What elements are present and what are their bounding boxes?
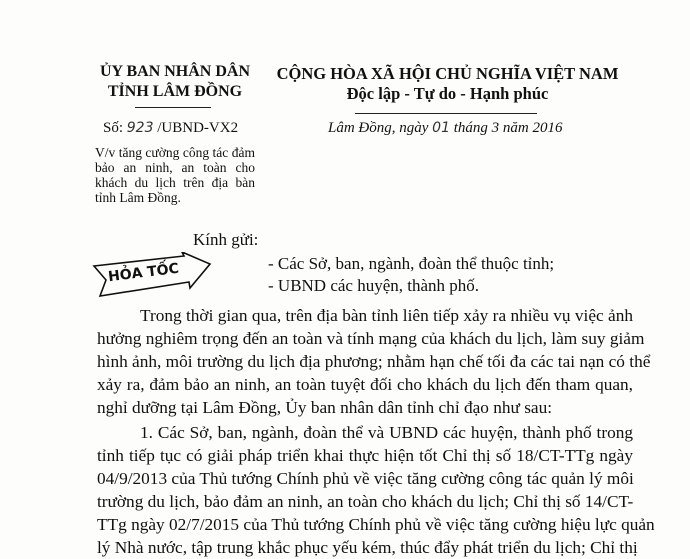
- motto-underline: [355, 113, 537, 114]
- date-prefix: Lâm Đồng, ngày: [328, 120, 429, 136]
- handwritten-day: 01: [432, 120, 450, 136]
- body-line: 04/9/2013 của Thủ tướng Chính phủ về việc tăng cường công tác quản lý môi: [97, 469, 634, 488]
- country-name: CỘNG HÒA XÃ HỘI CHỦ NGHĨA VIỆT NAM: [276, 64, 619, 83]
- body-line: hình ảnh, môi trường du lịch địa phương; nhằm hạn chế tối đa các tai nạn có thể: [97, 352, 651, 371]
- body-line: Trong thời gian qua, trên địa bàn tỉnh liên tiếp xảy ra nhiều vụ việc ảnh: [140, 306, 633, 325]
- issuer-province: TỈNH LÂM ĐỒNG: [107, 83, 243, 100]
- body-line: trường du lịch, bảo đảm an ninh, an toàn cho khách du lịch; Chỉ thị số 14/CT-: [97, 492, 634, 511]
- body-line: 1. Các Sở, ban, ngành, đoàn thể và UBND các huyện, thành phố trong: [140, 423, 633, 442]
- document-number: [103, 118, 238, 138]
- stamp-text: HỎA TỐC: [107, 260, 180, 286]
- body-line: xảy ra, đảm bảo an ninh, an toàn tuyệt đối cho khách du lịch đến tham quan,: [97, 375, 633, 394]
- recipients-label: Kính gửi:: [193, 230, 259, 249]
- recipient-item: - UBND các huyện, thành phố.: [268, 276, 480, 295]
- handwritten-number: 923: [126, 120, 154, 136]
- body-line: lý Nhà nước, tập trung khắc phục yếu kém, thúc đẩy phát triển du lịch; Chỉ thị: [97, 538, 638, 557]
- subject-line: V/v tăng cường công tác đảm bảo an ninh, an toàn cho khách du lịch trên địa bàn tỉnh Lâm Đồng.: [95, 145, 255, 205]
- recipient-item: - Các Sở, ban, ngành, đoàn thể thuộc tỉnh;: [268, 254, 555, 273]
- issue-date: [328, 118, 563, 138]
- body-line: tỉnh tiếp tục có giải pháp triển khai thực hiện tốt Chỉ thị số 18/CT-TTg ngày: [97, 446, 633, 465]
- urgent-stamp: [92, 252, 212, 298]
- body-line: hưởng nghiêm trọng đến an toàn và tính mạng của khách du lịch, làm suy giảm: [97, 329, 645, 348]
- issuer-underline: [135, 107, 211, 108]
- number-code: /UBND-VX2: [157, 120, 239, 136]
- issuer-name: ỦY BAN NHÂN DÂN: [99, 63, 251, 80]
- number-label: Số:: [103, 120, 124, 136]
- date-suffix: tháng 3 năm 2016: [453, 120, 563, 136]
- body-line: nghỉ dưỡng tại Lâm Đồng, Ủy ban nhân dân tỉnh chỉ đạo như sau:: [97, 398, 553, 417]
- body-line: TTg ngày 02/7/2015 của Thủ tướng Chính phủ về việc tăng cường hiệu lực quản: [97, 515, 655, 534]
- motto: Độc lập - Tự do - Hạnh phúc: [346, 84, 549, 103]
